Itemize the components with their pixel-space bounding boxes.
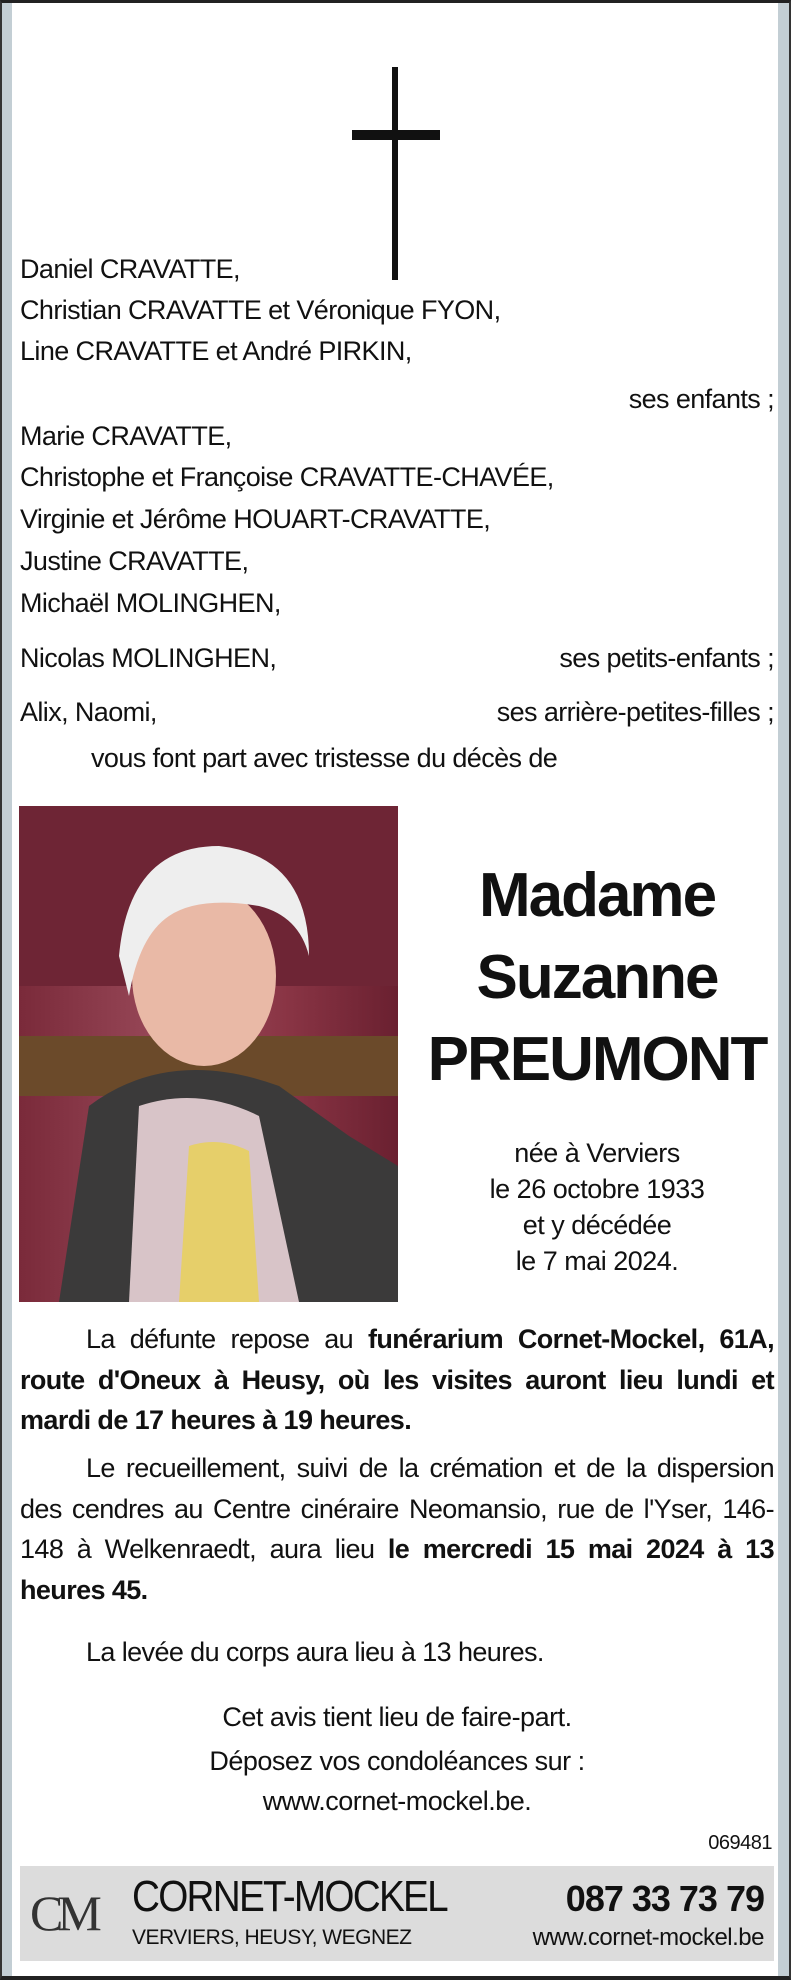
deceased-title: Madame [478,861,716,930]
phone-number: 087 33 73 79 [565,1878,764,1919]
deceased-portrait [19,806,398,1302]
relation-label: ses petits-enfants ; [559,643,774,673]
family-member: Christophe et Françoise CRAVATTE-CHAVÉE, [20,462,554,492]
announcement-line: vous font part avec tristesse du décès de [91,743,558,773]
birth-date: le 26 octobre 1933 [489,1174,705,1204]
condolences-link[interactable]: www.cornet-mockel.be. [262,1786,532,1816]
relation-label: ses arrière-petites-filles ; [496,697,774,727]
condolences-line: Déposez vos condoléances sur : [209,1746,585,1776]
cross-icon [392,67,398,280]
ceremony-date: le mercredi 15 mai 2024 à 13 heures 45. [20,1534,774,1605]
website-link[interactable]: www.cornet-mockel.be [532,1924,764,1951]
reference-number: 069481 [708,1832,772,1854]
family-member: Marie CRAVATTE, [20,421,232,451]
family-member: Nicolas MOLINGHEN, [20,643,277,673]
cornet-mockel-logo: CM [30,1885,96,1941]
faire-part-line: Cet avis tient lieu de faire-part. [222,1702,572,1732]
locations: VERVIERS, HEUSY, WEGNEZ [132,1926,412,1949]
family-member: Christian CRAVATTE et Véronique FYON, [20,295,501,325]
levee-line: La levée du corps aura lieu à 13 heures. [86,1637,544,1667]
family-member: Alix, Naomi, [20,697,157,727]
family-member: Virginie et Jérôme HOUART-CRAVATTE, [20,504,491,534]
family-member: Line CRAVATTE et André PIRKIN, [20,336,412,366]
deceased-surname: PREUMONT [427,1025,767,1094]
family-member: Daniel CRAVATTE, [20,254,240,284]
cross-icon-bar [352,130,440,140]
paragraph-text: Le recueillement, suivi de la crémation et de la dispersion des cendres au Centre cinéraire Neomansio, rue de l'Yser, 146-148 à Welkenraedt, aura lieu [20,1453,774,1564]
deceased-first-name: Suzanne [476,943,718,1012]
paragraph-text: La défunte repose au [86,1324,368,1354]
family-member: Michaël MOLINGHEN, [20,588,281,618]
ceremony-paragraph [20,1448,774,1610]
funerarium-details: funérarium Cornet-Mockel, 61A, route d'Oneux à Heusy, où les visites auront lieu lundi et mardi de 17 heures à 19 heures. [20,1324,774,1435]
funeral-home-name: CORNET-MOCKEL [132,1872,447,1921]
funeral-home-banner [20,1866,774,1961]
funerarium-paragraph [20,1319,774,1441]
birth-place: née à Verviers [514,1138,680,1168]
relation-label: ses enfants ; [628,384,774,414]
family-member: Justine CRAVATTE, [20,546,249,576]
death-date: le 7 mai 2024. [515,1246,679,1276]
death-place: et y décédée [522,1210,672,1240]
